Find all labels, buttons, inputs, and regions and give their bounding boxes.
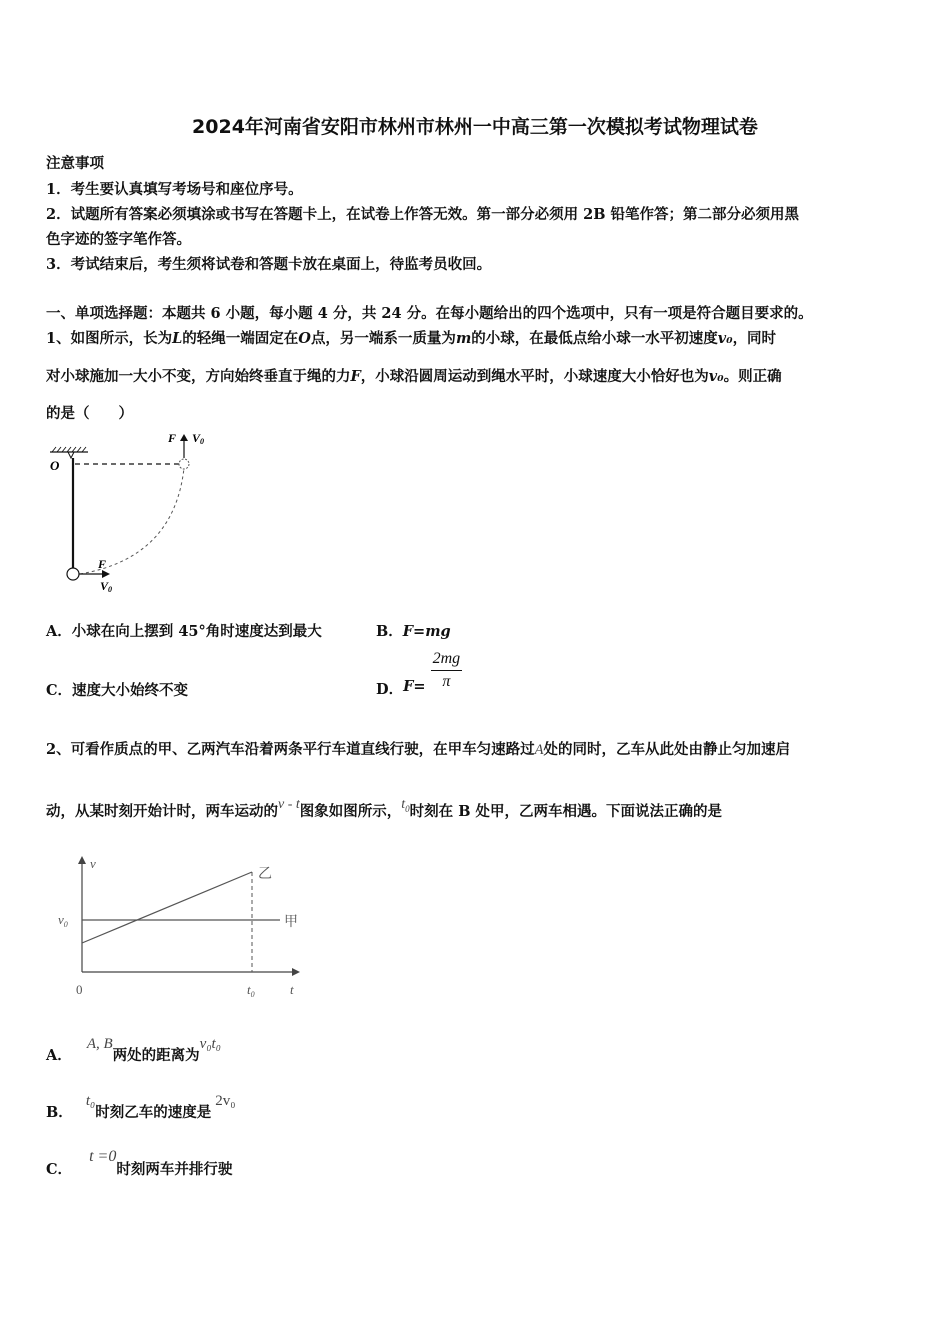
label-o: O — [50, 458, 60, 473]
t0-tick-label: $t_0$ — [247, 982, 255, 999]
label-v0-bottom: V0 — [100, 579, 113, 594]
section-heading: 一、单项选择题：本题共 6 小题，每小题 4 分，共 24 分。在每小题给出的四个选项中，只有一项是符合题目要求的。 — [46, 305, 813, 322]
q1-line-2: 对小球施加一大小不变，方向始终垂直于绳的力F，小球沿圆周运动到绳水平时，小球速度大小恰好也为v₀。则正确 — [46, 368, 782, 385]
q1-option-c: C．速度大小始终不变 — [46, 682, 189, 699]
q1-pendulum-figure — [44, 428, 224, 598]
label-f-bottom: F — [98, 557, 107, 571]
q1-line-1: 1、如图所示，长为L的轻绳一端固定在O点，另一端系一质量为m的小球，在最低点给小球一水平初速度v₀，同时 — [46, 330, 777, 347]
q2-line-1: 2、可看作质点的甲、乙两汽车沿着两条平行车道直线行驶，在甲车匀速路过A处的同时，乙车从此处由静止匀加速启 — [46, 741, 790, 758]
q2-option-c: C． t =0时刻两车并排行驶 — [46, 1148, 233, 1178]
q2-t0: $t_0$ — [401, 797, 410, 814]
page-title: 2024年河南省安阳市林州市林州一中高三第一次模拟考试物理试卷 — [192, 116, 758, 138]
notice-item-2-cont: 色字迹的签字笔作答。 — [46, 231, 191, 248]
q1-option-b: B．F=mg — [376, 623, 451, 640]
notice-heading: 注意事项 — [46, 155, 104, 172]
q2-option-b: B． t₀时刻乙车的速度是2v₀ — [46, 1093, 236, 1121]
series-jia-label: 甲 — [284, 915, 298, 930]
label-f-top: F — [168, 431, 177, 445]
q2-option-a: A． A, B两处的距离为v₀t₀ — [46, 1036, 221, 1064]
q1-option-a: A．小球在向上摆到 45°角时速度达到最大 — [46, 623, 322, 640]
origin-label: 0 — [76, 982, 83, 997]
series-yi-label: 乙 — [258, 867, 272, 882]
axis-label-v: v — [90, 856, 96, 871]
notice-item-2: 2．试题所有答案必须填涂或书写在答题卡上，在试卷上作答无效。第一部分必须用 2B 铅笔作答；第二部分必须用黑 — [46, 206, 800, 223]
notice-item-3: 3．考试结束后，考生须将试卷和答题卡放在桌面上，待监考员收回。 — [46, 256, 492, 273]
q1-option-d: D．F= $\frac{2mg}{\pi}$ — [376, 650, 461, 698]
v0-tick-label: $v_0$ — [58, 912, 68, 929]
series-yi-line — [82, 872, 252, 943]
q1-line-3: 的是（ ） — [46, 405, 133, 422]
q2-line-2: 动，从某时刻开始计时，两车运动的v - t图象如图所示，$t_0$时刻在 B 处甲，乙两车相遇。下面说法正确的是 — [46, 797, 723, 820]
fraction-2mg-pi: $\frac{2mg}{\pi}$ — [432, 650, 461, 690]
label-v0-top: V0 — [192, 431, 205, 446]
notice-item-1: 1．考生要认真填写考场号和座位序号。 — [46, 181, 303, 198]
axis-label-t: t — [290, 982, 294, 997]
q2-vt-graph — [52, 852, 312, 1012]
